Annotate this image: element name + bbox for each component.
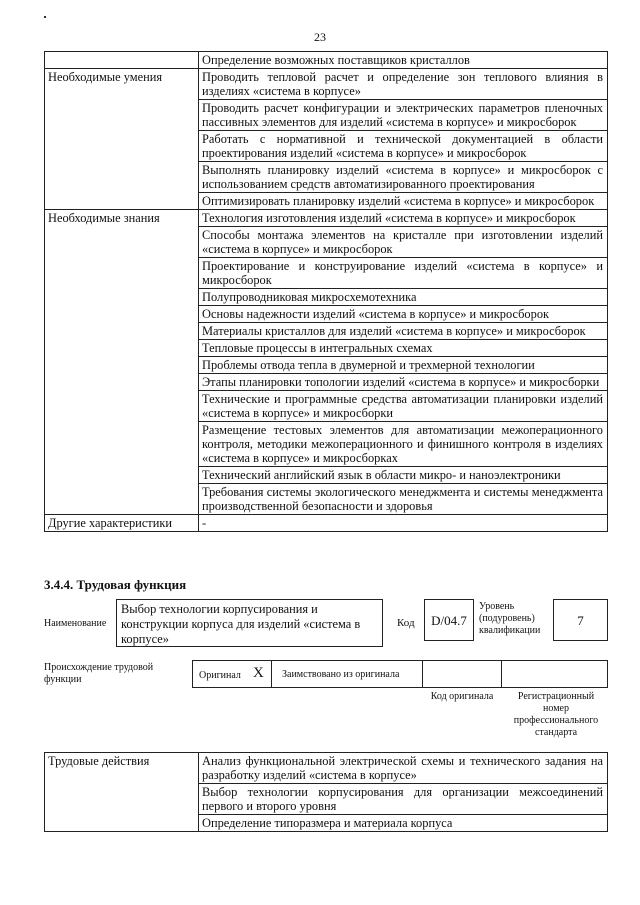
table-cell: Определение возможных поставщиков кристаллов (199, 52, 608, 69)
scan-dot (44, 16, 46, 18)
table-row (45, 753, 608, 784)
code-label: Код (397, 617, 415, 629)
table-cell: Проводить тепловой расчет и определение зон теплового влияния в изделиях «система в корпусе» (199, 69, 608, 100)
table-cell: Определение типоразмера и материала корпуса (199, 815, 608, 832)
table-cell: Работать с нормативной и технической документацией в области проектирования изделий «система в корпусе» и микросборок (199, 131, 608, 162)
table-cell: Технические и программные средства автоматизации планировки изделий «система в корпусе» и микросборки (199, 391, 608, 422)
table-row (45, 210, 608, 227)
original-label: Оригинал (199, 670, 241, 681)
function-name-box: Выбор технологии корпусирования и конструкции корпуса для изделий «система в корпусе» (116, 599, 383, 647)
table-cell: Выбор технологии корпусирования для организации межсоединений первого и второго уровня (199, 784, 608, 815)
origin-label: Происхождение трудовой функции (44, 662, 154, 685)
table-cell: Проектирование и конструирование изделий «система в корпусе» и микросборок (199, 258, 608, 289)
table-cell: Анализ функциональной электрической схемы и технического задания на разработку изделий «система в корпусе» (199, 753, 608, 784)
section-title: 3.4.4. Трудовая функция (44, 577, 187, 592)
table-cell: Проводить расчет конфигурации и электрических параметров пленочных пассивных элементов для изделий «система в корпусе» и микросборок (199, 100, 608, 131)
table-cell: Размещение тестовых элементов для автоматизации межоперационного контроля, методики межоперационного и финишного контроля в изделиях «система в корпусе» и микросборках (199, 422, 608, 467)
original-mark: X (253, 665, 264, 681)
code-original-label: Код оригинала (430, 691, 494, 702)
table-cell: Материалы кристаллов для изделий «система в корпусе» и микросборок (199, 323, 608, 340)
table-cell: Основы надежности изделий «система в корпусе» и микросборок (199, 306, 608, 323)
page-number: 23 (314, 30, 326, 44)
borrowed-label: Заимствовано из оригинала (282, 669, 400, 680)
table-cell: Выполнять планировку изделий «система в корпусе» и микросборок с использованием средств автоматизированного проектирования (199, 162, 608, 193)
code-original-cell (422, 660, 502, 688)
table-cell: Технология изготовления изделий «система в корпусе» и микросборок (199, 210, 608, 227)
table-cell: Этапы планировки топологии изделий «система в корпусе» и микросборки (199, 374, 608, 391)
empty-label-cell (45, 52, 199, 69)
table-cell: - (199, 515, 608, 532)
level-box: 7 (553, 599, 608, 641)
table-row (45, 515, 608, 532)
actions-table (44, 752, 608, 832)
reg-number-cell (501, 660, 608, 688)
table-cell: Полупроводниковая микросхемотехника (199, 289, 608, 306)
table-cell: Тепловые процессы в интегральных схемах (199, 340, 608, 357)
level-label: Уровень (подуровень) квалификации (479, 601, 541, 636)
original-cell (192, 660, 272, 688)
name-label: Наименование (44, 618, 107, 629)
code-box: D/04.7 (424, 599, 474, 641)
table-cell: Оптимизировать планировку изделий «система в корпусе» и микросборок (199, 193, 608, 210)
table-cell: Требования системы экологического менеджмента и системы менеджмента производственной безопасности и здоровья (199, 484, 608, 515)
borrowed-cell (271, 660, 423, 688)
requirements-table (44, 51, 608, 532)
knowledge-label: Необходимые знания (45, 210, 199, 515)
table-cell: Технический английский язык в области микро- и наноэлектроники (199, 467, 608, 484)
table-cell: Проблемы отвода тепла в двумерной и трехмерной технологии (199, 357, 608, 374)
reg-number-label: Регистрационный номер профессионального стандарта (513, 691, 599, 738)
table-row (45, 52, 608, 69)
actions-label: Трудовые действия (45, 753, 199, 832)
table-cell: Способы монтажа элементов на кристалле при изготовлении изделий «система в корпусе» и микросборок (199, 227, 608, 258)
skills-label: Необходимые умения (45, 69, 199, 210)
table-row (45, 69, 608, 100)
other-label: Другие характеристики (45, 515, 199, 532)
